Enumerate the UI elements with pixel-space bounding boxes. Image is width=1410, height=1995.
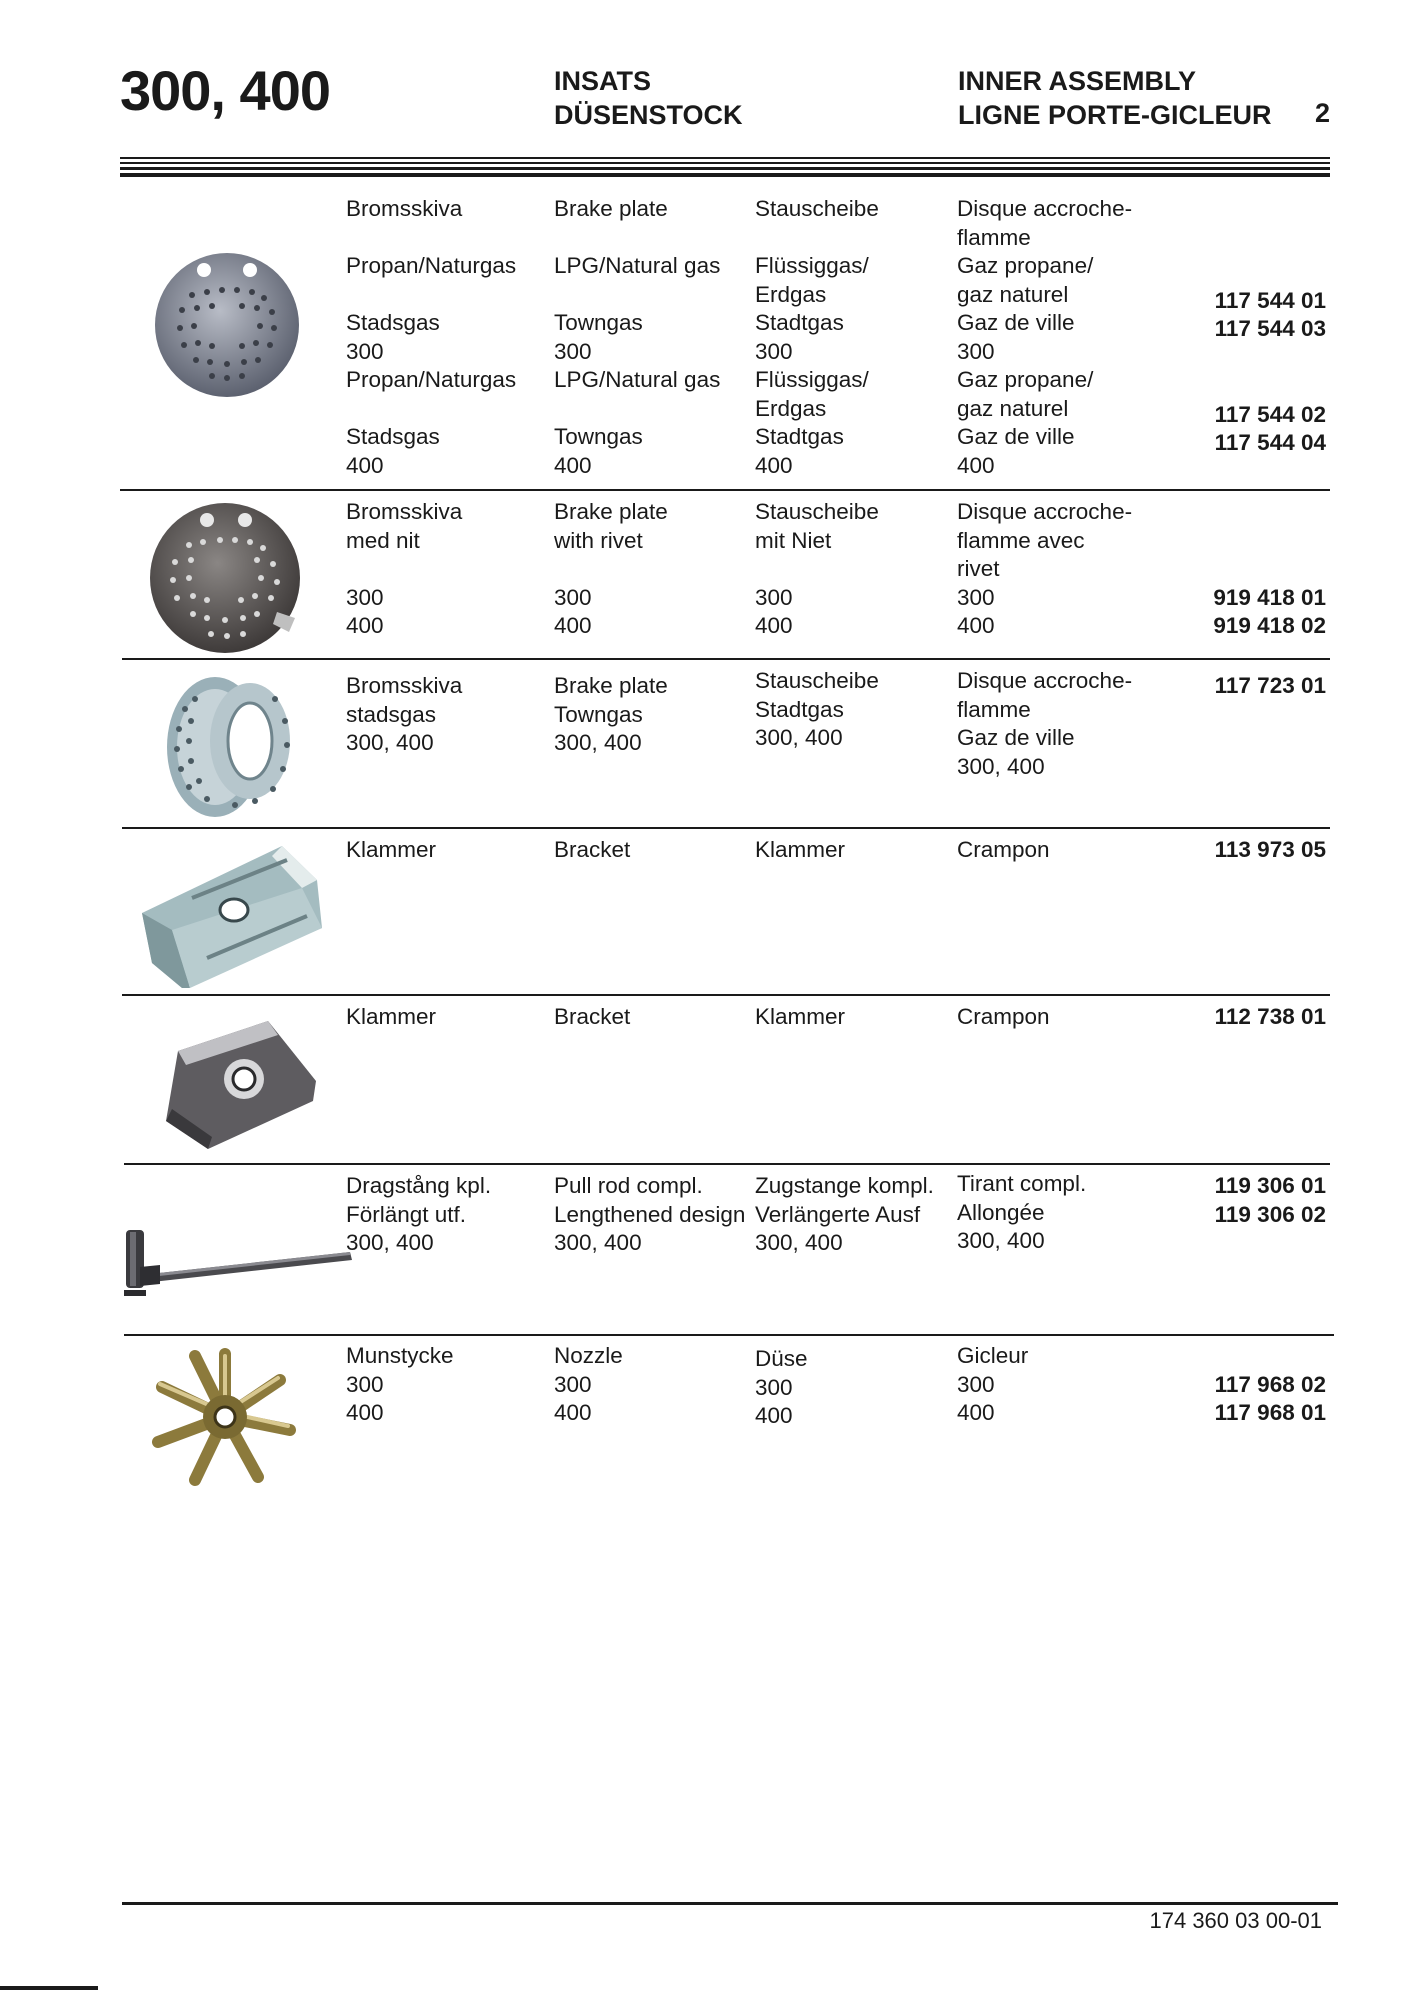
- desc-en: [554, 672, 668, 758]
- row-separator: [124, 1163, 1330, 1165]
- text-line: Düse: [755, 1346, 808, 1371]
- text-line: Klammer: [755, 837, 846, 862]
- desc-de: [755, 1172, 934, 1258]
- corner-mark: [0, 1986, 98, 1990]
- part-numbers: [1215, 201, 1326, 486]
- text-line: 300: [554, 584, 592, 610]
- part-number: 919 418 02: [1213, 613, 1326, 638]
- text-line: Gaz de ville: [957, 310, 1075, 335]
- desc-sv: [346, 1172, 491, 1258]
- text-line: Allongée: [957, 1199, 1045, 1225]
- text-line: 300: [346, 584, 384, 610]
- text-line: Brake plate: [554, 196, 668, 221]
- text-line: Propan/Naturgas: [346, 253, 517, 278]
- bracket-large-image: [132, 838, 332, 998]
- text-line: 300: [346, 338, 384, 364]
- part-number: [1215, 344, 1326, 373]
- text-line: 300, 400: [554, 1230, 642, 1255]
- text-line: 400: [346, 613, 384, 638]
- text-line: Towngas: [554, 701, 643, 727]
- text-line: Klammer: [346, 837, 437, 862]
- text-line: Tirant compl.: [957, 1171, 1087, 1196]
- text-line: Lengthened design: [554, 1201, 746, 1227]
- desc-sv: [346, 836, 436, 865]
- model-title: 300, 400: [120, 59, 330, 122]
- text-line: Verlängerte Ausf: [755, 1201, 921, 1227]
- text-line: 300: [346, 1371, 384, 1397]
- desc-en: [554, 1342, 623, 1428]
- text-line: Klammer: [755, 1004, 846, 1029]
- part-number: 117 723 01: [1214, 673, 1326, 698]
- text-line: [346, 281, 516, 310]
- title-de: DÜSENSTOCK: [554, 100, 743, 130]
- desc-en: [554, 1003, 630, 1032]
- brake-plate-disc-image: [152, 250, 302, 400]
- text-line: Bromsskiva: [346, 673, 463, 698]
- part-number: [1213, 555, 1326, 584]
- bracket-small-image: [148, 1011, 328, 1161]
- part-number: [1215, 230, 1326, 259]
- footer-rule: [122, 1902, 1338, 1905]
- desc-fr: [957, 1003, 1050, 1032]
- desc-de: [755, 667, 879, 753]
- text-line: 300: [554, 338, 592, 364]
- row-separator: [122, 994, 1330, 996]
- text-line: 300, 400: [346, 1230, 434, 1255]
- text-line: Erdgas: [755, 281, 827, 307]
- part-row-brake-plate-towngas: [120, 667, 1330, 827]
- text-line: Pull rod compl.: [554, 1173, 703, 1198]
- part-row-brake-plate-rivet: [120, 498, 1330, 658]
- row-separator: [124, 1334, 1334, 1336]
- text-line: Stauscheibe: [755, 196, 879, 221]
- text-line: [346, 555, 462, 584]
- part-number: 117 544 03: [1214, 316, 1326, 341]
- text-line: Stauscheibe: [755, 668, 879, 693]
- text-line: 400: [554, 1400, 592, 1425]
- text-line: Brake plate: [554, 499, 668, 524]
- part-number: 117 544 01: [1214, 287, 1326, 313]
- text-line: Bromsskiva: [346, 499, 463, 524]
- part-numbers: [1215, 1003, 1326, 1032]
- text-line: Disque accroche-: [957, 668, 1133, 693]
- desc-fr: [957, 195, 1132, 480]
- part-number: 119 306 01: [1214, 1173, 1326, 1198]
- text-line: Erdgas: [755, 395, 827, 421]
- brake-plate-towngas-ring-image: [155, 669, 305, 819]
- text-line: med nit: [346, 527, 420, 553]
- text-line: [346, 395, 516, 424]
- part-numbers: [1215, 672, 1326, 701]
- row-separator: [122, 827, 1330, 829]
- text-line: Stauscheibe: [755, 499, 879, 524]
- text-line: Stadsgas: [346, 424, 440, 449]
- text-line: [554, 224, 720, 253]
- desc-en: [554, 836, 630, 865]
- text-line: 400: [755, 452, 793, 478]
- text-line: Disque accroche-: [957, 196, 1133, 221]
- text-line: 300: [957, 584, 995, 610]
- text-line: Crampon: [957, 837, 1050, 862]
- part-row-bracket-small: [120, 1003, 1330, 1163]
- desc-sv: [346, 1342, 454, 1428]
- desc-sv: [346, 195, 516, 480]
- text-line: Disque accroche-: [957, 499, 1133, 524]
- part-number: 117 544 02: [1214, 401, 1326, 427]
- text-line: rivet: [957, 556, 1000, 581]
- desc-de: [755, 1345, 808, 1431]
- desc-de: [755, 195, 879, 480]
- text-line: 300: [554, 1371, 592, 1397]
- desc-fr: [957, 1342, 1028, 1428]
- text-line: mit Niet: [755, 527, 832, 553]
- text-line: LPG/Natural gas: [554, 367, 721, 392]
- part-number: 117 968 01: [1214, 1400, 1326, 1425]
- text-line: Zugstange kompl.: [755, 1173, 934, 1198]
- title-fr: LIGNE PORTE-GICLEUR: [958, 100, 1272, 130]
- desc-en: [554, 498, 668, 641]
- part-number: 119 306 02: [1214, 1201, 1326, 1227]
- desc-fr: [957, 836, 1050, 865]
- text-line: 400: [957, 452, 995, 478]
- part-row-nozzle: [120, 1342, 1330, 1492]
- text-line: 400: [755, 1403, 793, 1428]
- text-line: [755, 224, 879, 253]
- text-line: Munstycke: [346, 1343, 454, 1368]
- desc-sv: [346, 672, 462, 758]
- text-line: Gicleur: [957, 1343, 1029, 1368]
- text-line: [554, 395, 720, 424]
- part-row-pull-rod: [120, 1172, 1330, 1332]
- text-line: Dragstång kpl.: [346, 1173, 492, 1198]
- text-line: 300, 400: [957, 753, 1045, 779]
- part-number: [1215, 1342, 1326, 1371]
- desc-de: [755, 836, 845, 865]
- part-number: 113 973 05: [1214, 837, 1326, 862]
- text-line: Gaz propane/: [957, 253, 1094, 278]
- text-line: with rivet: [554, 527, 643, 553]
- text-line: 300, 400: [554, 730, 642, 755]
- part-number: 919 418 01: [1213, 584, 1326, 610]
- text-line: [755, 555, 879, 584]
- page-number: 2: [1314, 98, 1330, 128]
- text-line: 400: [346, 452, 384, 478]
- text-line: Gaz de ville: [957, 424, 1075, 449]
- text-line: stadsgas: [346, 701, 437, 727]
- title-sv-de: [554, 64, 743, 132]
- desc-fr: [957, 1170, 1086, 1256]
- text-line: [554, 281, 720, 310]
- text-line: 400: [957, 1400, 995, 1425]
- document-code: 174 360 03 00-01: [1149, 1908, 1322, 1933]
- part-number: [1213, 527, 1326, 556]
- text-line: 300, 400: [346, 730, 434, 755]
- text-line: Crampon: [957, 1004, 1050, 1029]
- text-line: [346, 224, 516, 253]
- part-row-bracket-large: [120, 836, 1330, 996]
- text-line: 400: [554, 452, 592, 478]
- text-line: Gaz propane/: [957, 367, 1094, 392]
- part-number: [1215, 201, 1326, 230]
- text-line: Bracket: [554, 837, 631, 862]
- text-line: Gaz de ville: [957, 725, 1075, 750]
- text-line: Bromsskiva: [346, 196, 463, 221]
- text-line: Stadsgas: [346, 310, 440, 335]
- desc-sv: [346, 498, 462, 641]
- text-line: 300, 400: [755, 725, 843, 750]
- title-sv: INSATS: [554, 66, 652, 96]
- text-line: Nozzle: [554, 1343, 623, 1368]
- text-line: 300, 400: [957, 1228, 1045, 1253]
- part-number: [1215, 458, 1326, 487]
- text-line: 400: [554, 613, 592, 638]
- desc-sv: [346, 1003, 436, 1032]
- text-line: Brake plate: [554, 673, 668, 698]
- title-en: INNER ASSEMBLY: [958, 66, 1197, 96]
- part-numbers: [1213, 498, 1326, 641]
- row-separator: [122, 658, 1330, 660]
- brake-plate-with-rivet-image: [145, 500, 305, 655]
- text-line: 300: [755, 584, 793, 610]
- desc-en: [554, 195, 720, 480]
- row-separator: [120, 489, 1330, 491]
- text-line: [554, 555, 668, 584]
- text-line: gaz naturel: [957, 395, 1069, 421]
- text-line: 300, 400: [755, 1230, 843, 1255]
- text-line: Stadtgas: [755, 310, 844, 335]
- text-line: 300: [755, 338, 793, 364]
- text-line: gaz naturel: [957, 281, 1069, 307]
- text-line: Stadtgas: [755, 696, 844, 722]
- text-line: 400: [346, 1400, 384, 1425]
- part-row-brake-plate: [120, 195, 1330, 485]
- text-line: Flüssiggas/: [755, 367, 869, 392]
- text-line: 300: [957, 338, 995, 364]
- text-line: Bracket: [554, 1004, 631, 1029]
- text-line: flamme: [957, 224, 1031, 250]
- text-line: LPG/Natural gas: [554, 253, 721, 278]
- text-line: Propan/Naturgas: [346, 367, 517, 392]
- part-number: 117 544 04: [1214, 430, 1326, 455]
- part-number: [1215, 372, 1326, 401]
- nozzle-star-image: [140, 1342, 310, 1492]
- desc-de: [755, 498, 879, 641]
- part-number: [1213, 498, 1326, 527]
- text-line: 400: [957, 613, 995, 638]
- text-line: 300: [755, 1374, 793, 1400]
- text-line: Klammer: [346, 1004, 437, 1029]
- part-number: 117 968 02: [1214, 1371, 1326, 1397]
- part-numbers: [1215, 836, 1326, 865]
- desc-fr: [957, 667, 1132, 781]
- pull-rod-image: [120, 1212, 360, 1312]
- desc-de: [755, 1003, 845, 1032]
- text-line: Flüssiggas/: [755, 253, 869, 278]
- text-line: flamme avec: [957, 527, 1085, 553]
- desc-fr: [957, 498, 1132, 641]
- part-numbers: [1215, 1172, 1326, 1229]
- text-line: Stadtgas: [755, 424, 844, 449]
- text-line: Towngas: [554, 424, 643, 449]
- part-number: 112 738 01: [1214, 1004, 1326, 1029]
- title-en-fr: [958, 64, 1272, 132]
- text-line: 300: [957, 1371, 995, 1397]
- text-line: Towngas: [554, 310, 643, 335]
- header-rule: [120, 157, 1330, 180]
- text-line: flamme: [957, 696, 1031, 722]
- part-number: [1215, 258, 1326, 287]
- desc-en: [554, 1172, 745, 1258]
- part-numbers: [1215, 1342, 1326, 1428]
- text-line: 400: [755, 613, 793, 638]
- text-line: Förlängt utf.: [346, 1201, 467, 1227]
